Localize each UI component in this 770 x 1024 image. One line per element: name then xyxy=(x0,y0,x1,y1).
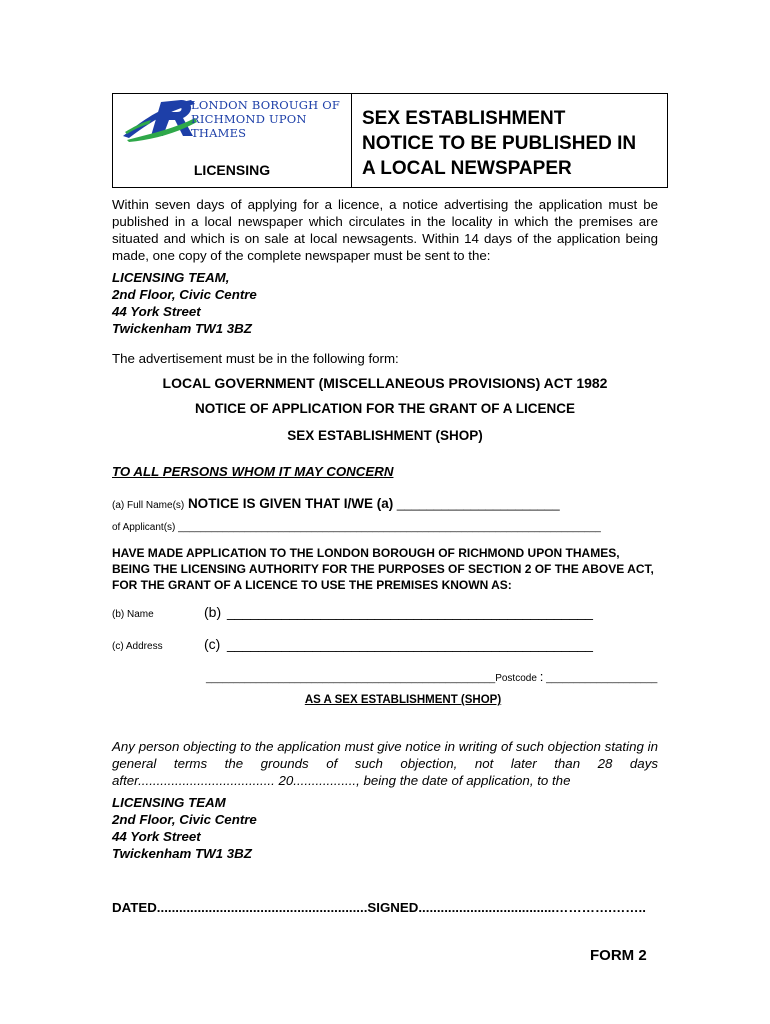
intro-paragraph: Within seven days of applying for a licence, a notice advertising the application must be published in a local newspaper which circulates in the locality in which the premises are situated and which is on sale at local newsagents. Within 14 days of the application being made, one copy of the complete newspaper must be sent to the: xyxy=(112,197,658,263)
form-number: FORM 2 xyxy=(590,947,647,964)
notice-given-text: NOTICE IS GIVEN THAT I/WE (a) xyxy=(187,496,394,511)
address-field-blank[interactable]: _______________________________________________ xyxy=(227,636,593,652)
address-2-line-4: Twickenham TW1 3BZ xyxy=(112,846,252,861)
title-line-3: A LOCAL NEWSPAPER xyxy=(362,158,572,179)
full-name-row xyxy=(112,496,658,511)
address-field-mark: (c) xyxy=(204,636,221,652)
postcode-blank[interactable]: ____________________ xyxy=(546,673,658,684)
address-1-line-1: LICENSING TEAM, xyxy=(112,270,230,285)
address-2-line-1: LICENSING TEAM xyxy=(112,795,226,810)
as-sex-establishment: AS A SEX ESTABLISHMENT (SHOP) xyxy=(304,694,502,706)
header-title xyxy=(352,94,667,187)
address-2-line-2: 2nd Floor, Civic Centre xyxy=(112,812,257,827)
address-field-label: (c) Address xyxy=(112,641,163,652)
notice-title: NOTICE OF APPLICATION FOR THE GRANT OF A LICENCE xyxy=(195,401,575,416)
applicants-label: of Applicant(s) xyxy=(112,522,176,533)
header-box xyxy=(112,93,668,188)
address-2-line-3: 44 York Street xyxy=(112,829,201,844)
licensing-address-2 xyxy=(112,794,658,862)
title-line-2: NOTICE TO BE PUBLISHED IN xyxy=(362,133,637,154)
postcode-colon: : xyxy=(539,669,544,684)
shop-title: SEX ESTABLISHMENT (SHOP) xyxy=(287,428,483,443)
title-line-1: SEX ESTABLISHMENT xyxy=(362,108,566,129)
logo-line-1: LONDON BOROUGH OF xyxy=(191,98,341,112)
licensing-label: LICENSING xyxy=(193,162,271,178)
applicants-row xyxy=(112,522,658,533)
address-1-line-3: 44 York Street xyxy=(112,304,201,319)
full-name-label: (a) Full Name(s) xyxy=(112,500,185,511)
postcode-row xyxy=(206,669,657,684)
following-form-text: The advertisement must be in the following form: xyxy=(112,351,399,366)
name-field-blank[interactable]: _______________________________________________ xyxy=(227,604,593,620)
logo-line-2: RICHMOND UPON THAMES xyxy=(191,112,307,140)
licensing-address-1 xyxy=(112,269,658,337)
address-1-line-4: Twickenham TW1 3BZ xyxy=(112,321,252,336)
address-line-2-blank[interactable]: ____________________________________________________ xyxy=(206,673,496,684)
act-title: LOCAL GOVERNMENT (MISCELLANEOUS PROVISIONS) ACT 1982 xyxy=(162,375,608,391)
header-logo-cell xyxy=(113,94,352,187)
to-all-persons: TO ALL PERSONS WHOM IT MAY CONCERN xyxy=(112,464,394,479)
have-made-application: HAVE MADE APPLICATION TO THE LONDON BOROUGH OF RICHMOND UPON THAMES, BEING THE LICENSING AUTHORITY FOR THE PURPOSES OF SECTION 2 OF THE ABOVE ACT, FOR THE GRANT OF A LICENCE TO USE THE PREMISES KNOWN AS: xyxy=(112,546,654,592)
name-field-label: (b) Name xyxy=(112,609,154,620)
address-1-line-2: 2nd Floor, Civic Centre xyxy=(112,287,257,302)
dated-signed-line[interactable]: DATED.........................................................SIGNED.....................................………….…….. xyxy=(112,900,646,915)
objection-paragraph: Any person objecting to the application must give notice in writing of such objection stating in general terms the grounds of such objection, not later than 28 days after..................................... 20................., being the date of application, to the xyxy=(112,739,658,788)
full-name-blank[interactable]: ______________________ xyxy=(396,496,560,511)
postcode-label: Postcode xyxy=(495,673,537,684)
logo-wordmark xyxy=(191,98,351,140)
name-field-mark: (b) xyxy=(204,604,222,620)
applicants-blank[interactable]: ____________________________________________________________________________ xyxy=(178,522,601,533)
